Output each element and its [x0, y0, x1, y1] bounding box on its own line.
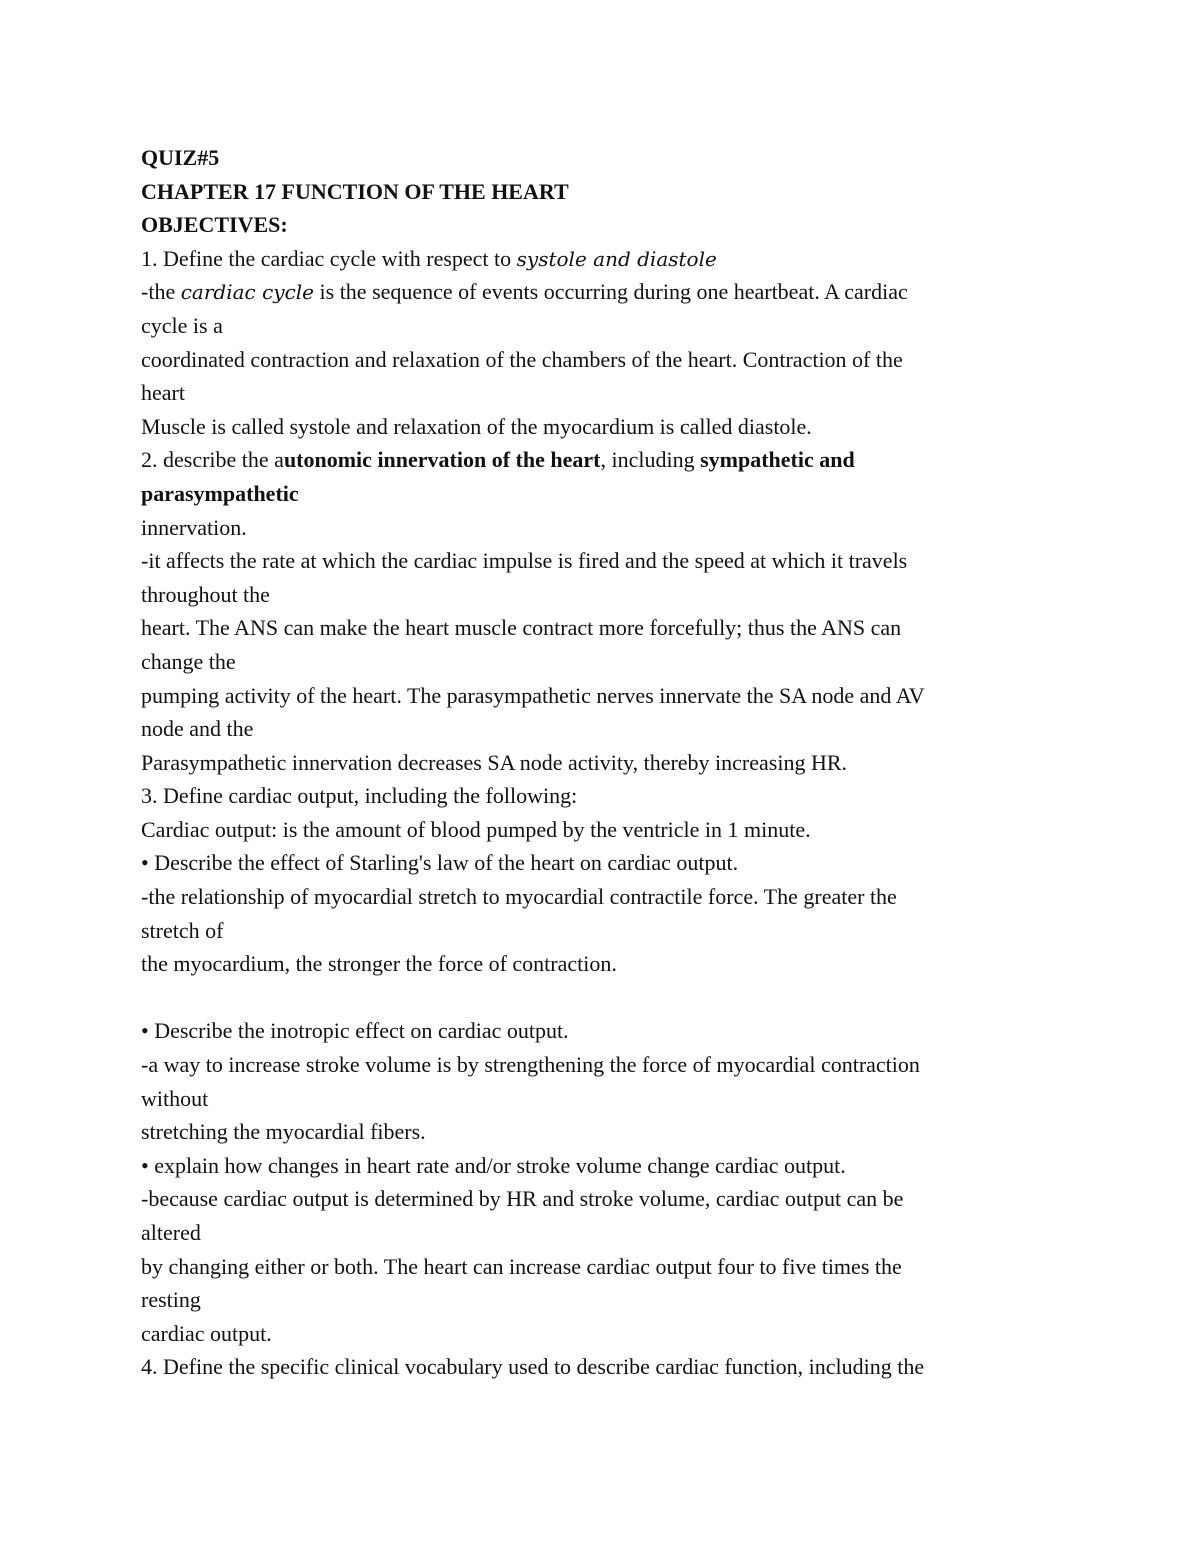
bullet-answer-line: the myocardium, the stronger the force of contraction.	[141, 951, 617, 977]
bullet-heart-rate-stroke-volume: • explain how changes in heart rate and/or stroke volume change cardiac output.	[141, 1152, 846, 1178]
objective-3-definition: Cardiac output: is the amount of blood pumped by the ventricle in 1 minute.	[141, 816, 811, 842]
bullet-answer-line: -the relationship of myocardial stretch to myocardial contractile force. The greater the	[141, 884, 897, 910]
objectives-heading: OBJECTIVES:	[141, 212, 288, 238]
emphasis-systole-diastole: systole and diastole	[516, 246, 717, 271]
objective-2-answer-line: Parasympathetic innervation decreases SA node activity, thereby increasing HR.	[141, 749, 848, 775]
bullet-answer-line: -a way to increase stroke volume is by strengthening the force of myocardial contraction	[141, 1052, 920, 1078]
objective-1-answer-line: -the cardiac cycle is the sequence of events occurring during one heartbeat. A cardiac	[141, 279, 908, 305]
bullet-answer-line: by changing either or both. The heart can increase cardiac output four to five times the	[141, 1253, 902, 1279]
bullet-answer-line: -because cardiac output is determined by HR and stroke volume, cardiac output can be	[141, 1186, 904, 1212]
document-page	[141, 141, 1141, 1384]
bullet-answer-line: altered	[141, 1220, 201, 1245]
bullet-answer-line: stretching the myocardial fibers.	[141, 1119, 426, 1145]
quiz-title: QUIZ#5	[141, 145, 220, 170]
bullet-answer-line: stretch of	[141, 917, 224, 943]
objective-1-answer-line: Muscle is called systole and relaxation of the myocardium is called diastole.	[141, 413, 812, 439]
chapter-title: CHAPTER 17 FUNCTION OF THE HEART	[141, 178, 569, 204]
objective-1-answer-line: cycle is a	[141, 312, 223, 338]
bullet-answer-line: without	[141, 1085, 209, 1111]
bullet-inotropic-effect: • Describe the inotropic effect on cardiac output.	[141, 1018, 569, 1044]
objective-2-question-cont: innervation.	[141, 514, 247, 540]
objective-2-question-cont: parasympathetic	[141, 480, 299, 506]
bullet-answer-line: resting	[141, 1287, 201, 1313]
objective-1-answer-line: heart	[141, 380, 185, 406]
objective-2-answer-line: node and the	[141, 716, 254, 742]
objective-2-answer-line: change the	[141, 648, 236, 674]
objective-3-question: 3. Define cardiac output, including the following:	[141, 783, 578, 809]
emphasis-cardiac-cycle: cardiac cycle	[180, 280, 315, 305]
objective-2-answer-line: -it affects the rate at which the cardiac impulse is fired and the speed at which it travels	[141, 548, 908, 574]
objective-1-question: 1. Define the cardiac cycle with respect to systole and diastole	[141, 245, 717, 271]
objective-1-answer-line: coordinated contraction and relaxation of the chambers of the heart. Contraction of the	[141, 346, 903, 372]
bullet-starlings-law: • Describe the effect of Starling's law of the heart on cardiac output.	[141, 850, 739, 876]
objective-2-question: 2. describe the autonomic innervation of the heart, including sympathetic and	[141, 447, 855, 473]
objective-2-answer-line: heart. The ANS can make the heart muscle contract more forcefully; thus the ANS can	[141, 615, 902, 641]
objective-2-answer-line: pumping activity of the heart. The parasympathetic nerves innervate the SA node and AV	[141, 682, 925, 708]
bullet-answer-line: cardiac output.	[141, 1320, 272, 1346]
objective-4-question: 4. Define the specific clinical vocabulary used to describe cardiac function, including the	[141, 1354, 925, 1380]
objective-2-answer-line: throughout the	[141, 581, 270, 607]
blank-line	[141, 981, 1141, 1015]
